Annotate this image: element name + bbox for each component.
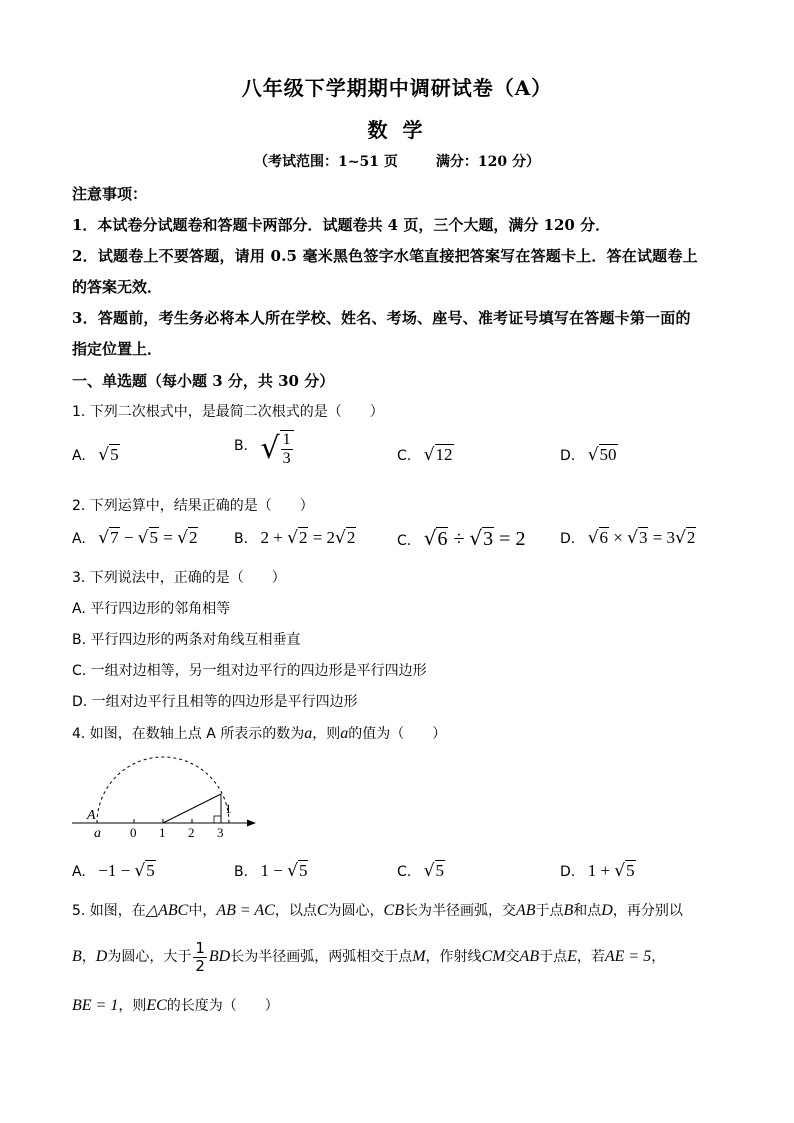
q4-a-expr: −1 − √5 [98, 861, 155, 881]
q5-text-1: 5. 如图，在 [72, 903, 146, 919]
q5-point-b-2: B [72, 948, 82, 965]
q2-a-label: A. [72, 531, 86, 547]
q5-text-14: ，若 [576, 949, 605, 965]
q1-b-numerator: 1 [282, 431, 291, 448]
q1-a-label: A. [72, 448, 86, 464]
exam-range [0, 151, 794, 171]
q5-text-13: 于点 [539, 949, 568, 965]
q5-seg-ec: EC [146, 997, 167, 1014]
label-height-1: 1 [225, 801, 232, 816]
note-item-3: 3．答题前，考生务必将本人所在学校、姓名、考场、座号、准考证号填写在答题卡第一面的 [72, 309, 691, 327]
q3-option-b: B. 平行四边形的两条对角线互相垂直 [72, 632, 301, 648]
hypotenuse [163, 794, 221, 823]
q4-option-b [234, 861, 308, 881]
q2-c-expr: √6 ÷ √3 = 2 [423, 526, 526, 550]
q5-text-4: 为圆心， [327, 903, 384, 919]
q5-text-7: 和点 [573, 903, 602, 919]
q4-b-expr: 1 − √5 [260, 861, 308, 881]
q5-point-e: E [567, 948, 577, 965]
q1-option-a [72, 445, 120, 465]
q5-triangle-name: ABC [158, 902, 189, 919]
q5-line-1 [72, 900, 683, 920]
q4-d-expr: 1 + √5 [587, 861, 635, 881]
q1-d-expr: √50 [587, 445, 617, 465]
q5-text-15: ，则 [118, 998, 147, 1014]
q4-stem [72, 723, 446, 743]
q1-option-d [560, 445, 618, 465]
note-item-2-cont: 的答案无效． [72, 278, 163, 296]
q1-c-radicand: 12 [435, 445, 453, 464]
q5-seg-bd: BD [208, 948, 231, 965]
exam-title: 八年级下学期期中调研试卷（A） [241, 76, 553, 100]
q2-stem: 2. 下列运算中，结果正确的是（ ） [72, 498, 314, 514]
q4-c-label: C. [397, 864, 412, 880]
q5-ray-cm: CM [481, 948, 506, 965]
q5-text-16: 的长度为（ ） [166, 998, 279, 1014]
q2-b-label: B. [234, 531, 249, 547]
label-2: 2 [188, 825, 195, 840]
q5-point-c: C [316, 902, 328, 919]
q5-line-2: B，D为圆心，大于 $\frac{1}{2}$ BD长为半径画弧，两弧相交于点M，作射线CM交AB于点E，若AE = 5， [72, 939, 666, 975]
q5-seg-ab-2: AB [519, 948, 540, 965]
q5-frac-den: 2 [195, 956, 205, 975]
q1-c-expr: √12 [423, 445, 453, 465]
q1-d-label: D. [560, 448, 576, 464]
q3-option-a: A. 平行四边形的邻角相等 [72, 601, 231, 617]
score-text: 满分：120 分） [435, 154, 540, 170]
subject-title: 数 学 [367, 118, 427, 142]
note-item-2: 2．试题卷上不要答题，请用 0.5 毫米黑色签字水笔直接把答案写在答题卡上．答在试题卷上 [72, 247, 698, 265]
q4-stem-var2: a [340, 725, 349, 742]
q4-stem-part1: 4. 如图，在数轴上点 A 所表示的数为 [72, 726, 305, 742]
q4-stem-part2: ，则 [312, 726, 341, 742]
label-point-a: A [87, 808, 96, 823]
q4-b-label: B. [234, 864, 249, 880]
q4-stem-var: a [304, 725, 313, 742]
q5-text-8: ，再分别以 [612, 903, 683, 919]
q5-ae: AE = 5 [604, 948, 652, 965]
q1-b-label: B. [234, 438, 249, 455]
range-text: （考试范围：1~51 页 [254, 154, 398, 170]
q1-b-expr: √ $\frac{1}{3}$ [261, 439, 294, 456]
q4-stem-part3: 的值为（ ） [348, 726, 447, 742]
q3-option-d: D. 一组对边平行且相等的四边形是平行四边形 [72, 694, 358, 710]
q2-c-label: C. [397, 533, 412, 549]
q2-d-expr: √6 × √3 = 3√2 [587, 528, 696, 548]
q2-b-expr: 2 + √2 = 2√2 [260, 528, 356, 548]
q5-point-d-2: D [95, 948, 108, 965]
q4-d-label: D. [560, 864, 576, 880]
label-1: 1 [159, 825, 166, 840]
q5-be: BE = 1 [72, 997, 119, 1014]
q1-d-radicand: 50 [599, 445, 617, 464]
q2-option-d [560, 528, 696, 548]
q5-text-3: ，以点 [274, 903, 317, 919]
q1-c-label: C. [397, 448, 412, 464]
q5-text-9: 为圆心，大于 [107, 949, 192, 965]
q3-option-c: C. 一组对边相等，另一组对边平行的四边形是平行四边形 [72, 663, 427, 679]
axis-arrow [247, 820, 256, 827]
q1-a-expr: √5 [98, 445, 119, 465]
q5-line-3 [72, 995, 279, 1015]
q1-option-c [397, 445, 454, 465]
q5-text-5: 长为半径画弧，交 [403, 903, 516, 919]
q4-option-a [72, 861, 156, 881]
q2-option-c [397, 526, 525, 551]
q2-option-a [72, 528, 198, 548]
q5-text-12: 交 [505, 949, 520, 965]
q4-option-d [560, 861, 636, 881]
q1-a-radicand: 5 [110, 445, 119, 464]
q5-point-d: D [601, 902, 613, 919]
q5-frac-num: 1 [195, 939, 205, 957]
q5-text-10: 长为半径画弧，两弧相交于点 [230, 949, 413, 965]
q2-option-b [234, 528, 356, 548]
note-item-3-cont: 指定位置上． [72, 340, 163, 358]
q5-text-6: 于点 [535, 903, 564, 919]
q1-b-denominator: 3 [282, 449, 291, 467]
notes-heading: 注意事项： [72, 185, 148, 203]
q4-a-label: A. [72, 864, 86, 880]
q5-triangle: △ABC [145, 902, 189, 919]
dashed-arc [97, 757, 229, 823]
right-angle-mark [214, 816, 221, 823]
q4-option-c [397, 861, 445, 881]
q4-number-line-figure [68, 752, 268, 844]
q5-point-b: B [563, 902, 574, 919]
q5-point-m: M [412, 948, 426, 965]
label-0: 0 [130, 825, 137, 840]
q5-text-11: ，作射线 [425, 949, 482, 965]
label-3: 3 [217, 825, 224, 840]
q3-stem: 3. 下列说法中，正确的是（ ） [72, 570, 286, 586]
note-item-1: 1．本试卷分试题卷和答题卡两部分．试题卷共 4 页，三个大题，满分 120 分． [72, 216, 611, 234]
q4-c-expr: √5 [423, 861, 445, 881]
label-var-a: a [94, 826, 101, 841]
q5-seg-cb: CB [383, 902, 404, 919]
section-heading: 一、单选题（每小题 3 分，共 30 分） [72, 372, 335, 390]
q5-seg-ab: AB [515, 902, 536, 919]
q5-text-2: 中， [188, 903, 217, 919]
q5-fraction [193, 940, 207, 974]
q5-condition: AB = AC [216, 902, 275, 919]
q2-a-expr: √7 − √5 = √2 [98, 528, 198, 548]
q1-option-b [234, 430, 294, 467]
q2-d-label: D. [560, 531, 576, 547]
q1-stem: 1. 下列二次根式中，是最简二次根式的是（ ） [72, 404, 384, 420]
